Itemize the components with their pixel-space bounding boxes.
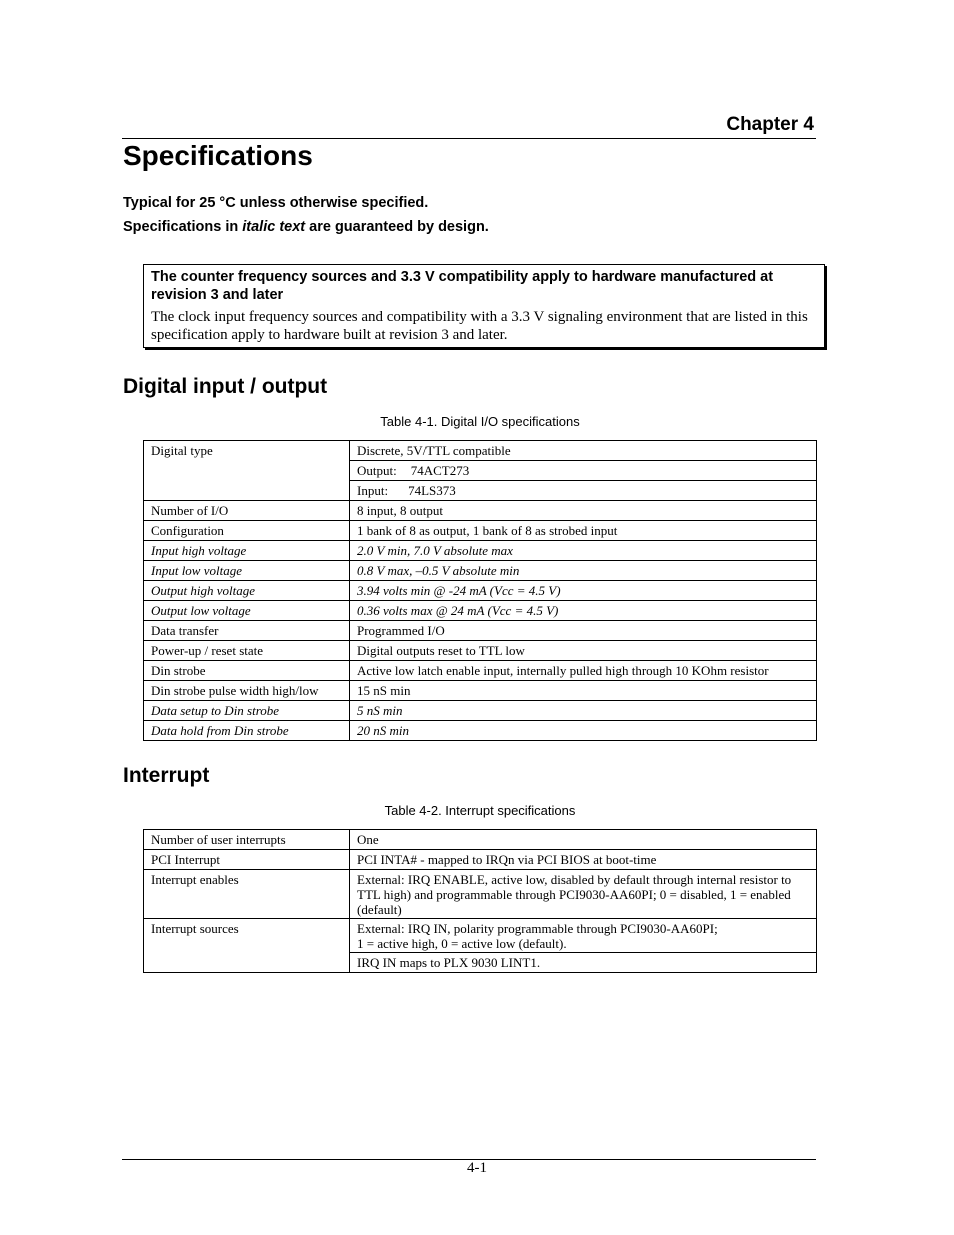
table-row — [144, 701, 817, 721]
header-rule — [122, 138, 816, 139]
param-cell: Interrupt enables — [144, 870, 350, 919]
param-cell: Data hold from Din strobe — [144, 721, 350, 741]
param-cell: Number of user interrupts — [144, 830, 350, 850]
table-row — [144, 601, 817, 621]
param-cell: Input high voltage — [144, 541, 350, 561]
revision-callout — [143, 264, 825, 348]
param-cell: Din strobe — [144, 661, 350, 681]
table-row — [144, 621, 817, 641]
table-row — [144, 581, 817, 601]
section-heading-interrupt: Interrupt — [123, 764, 210, 787]
value-cell: One — [350, 830, 817, 850]
italic-note-word: italic text — [242, 219, 306, 235]
output-label: Output: — [357, 463, 397, 478]
param-cell: Number of I/O — [144, 501, 350, 521]
table-row — [144, 501, 817, 521]
value-cell: Digital outputs reset to TTL low — [350, 641, 817, 661]
sources-line-2: 1 = active high, 0 = active low (default). — [357, 936, 567, 951]
digital-io-table — [143, 440, 817, 741]
input-label: Input: — [357, 483, 389, 498]
table-row — [144, 721, 817, 741]
value-cell — [350, 919, 817, 953]
value-cell: External: IRQ ENABLE, active low, disabled by default through internal resistor to TTL high) and programmable through PCI9030-AA60PI; 0 = disabled, 1 = enabled (default) — [350, 870, 817, 919]
value-cell: Programmed I/O — [350, 621, 817, 641]
table-row — [144, 561, 817, 581]
param-cell: Power-up / reset state — [144, 641, 350, 661]
param-cell: Din strobe pulse width high/low — [144, 681, 350, 701]
table-row — [144, 870, 817, 919]
param-cell: PCI Interrupt — [144, 850, 350, 870]
param-cell: Output high voltage — [144, 581, 350, 601]
param-cell: Digital type — [144, 441, 350, 501]
value-cell: 2.0 V min, 7.0 V absolute max — [350, 541, 817, 561]
chapter-label: Chapter 4 — [726, 114, 814, 135]
table-row — [144, 681, 817, 701]
table-row — [144, 521, 817, 541]
param-cell: Input low voltage — [144, 561, 350, 581]
table-row — [144, 541, 817, 561]
table-row — [144, 919, 817, 953]
table-caption-interrupt: Table 4-2. Interrupt specifications — [384, 803, 576, 818]
sources-line-1: External: IRQ IN, polarity programmable through PCI9030-AA60PI; — [357, 921, 718, 936]
value-cell: 20 nS min — [350, 721, 817, 741]
callout-title: The counter frequency sources and 3.3 V compatibility apply to hardware manufactured at revision 3 and later — [151, 269, 774, 303]
table-row — [144, 441, 817, 461]
value-cell: 3.94 volts min @ -24 mA (Vcc = 4.5 V) — [350, 581, 817, 601]
interrupt-table — [143, 829, 817, 973]
section-heading-digital: Digital input / output — [123, 375, 328, 398]
param-cell: Data setup to Din strobe — [144, 701, 350, 721]
value-cell — [350, 481, 817, 501]
value-cell: 0.8 V max, –0.5 V absolute min — [350, 561, 817, 581]
param-cell: Interrupt sources — [144, 919, 350, 973]
page-number: 4-1 — [467, 1160, 487, 1176]
table-row — [144, 850, 817, 870]
italic-note-suffix: are guaranteed by design. — [305, 219, 489, 235]
value-cell: 1 bank of 8 as output, 1 bank of 8 as strobed input — [350, 521, 817, 541]
value-cell: IRQ IN maps to PLX 9030 LINT1. — [350, 953, 817, 973]
value-cell: PCI INTA# - mapped to IRQn via PCI BIOS at boot-time — [350, 850, 817, 870]
value-cell: Discrete, 5V/TTL compatible — [350, 441, 817, 461]
table-row — [144, 661, 817, 681]
page-title: Specifications — [123, 140, 313, 171]
value-cell: 15 nS min — [350, 681, 817, 701]
typical-note: Typical for 25 °C unless otherwise specified. — [123, 195, 429, 211]
table-row — [144, 641, 817, 661]
param-cell: Data transfer — [144, 621, 350, 641]
italic-note-prefix: Specifications in — [123, 219, 243, 235]
param-cell: Configuration — [144, 521, 350, 541]
table-row — [144, 830, 817, 850]
value-cell — [350, 461, 817, 481]
input-value: 74LS373 — [408, 483, 456, 498]
value-cell: 5 nS min — [350, 701, 817, 721]
value-cell: 0.36 volts max @ 24 mA (Vcc = 4.5 V) — [350, 601, 817, 621]
value-cell: 8 input, 8 output — [350, 501, 817, 521]
value-cell: Active low latch enable input, internally pulled high through 10 KOhm resistor — [350, 661, 817, 681]
output-value: 74ACT273 — [410, 463, 470, 478]
callout-body: The clock input frequency sources and compatibility with a 3.3 V signaling environment that are listed in this specification apply to hardware built at revision 3 and later. — [151, 309, 808, 343]
param-cell: Output low voltage — [144, 601, 350, 621]
table-caption-digital: Table 4-1. Digital I/O specifications — [380, 414, 580, 429]
italic-note — [123, 219, 489, 235]
